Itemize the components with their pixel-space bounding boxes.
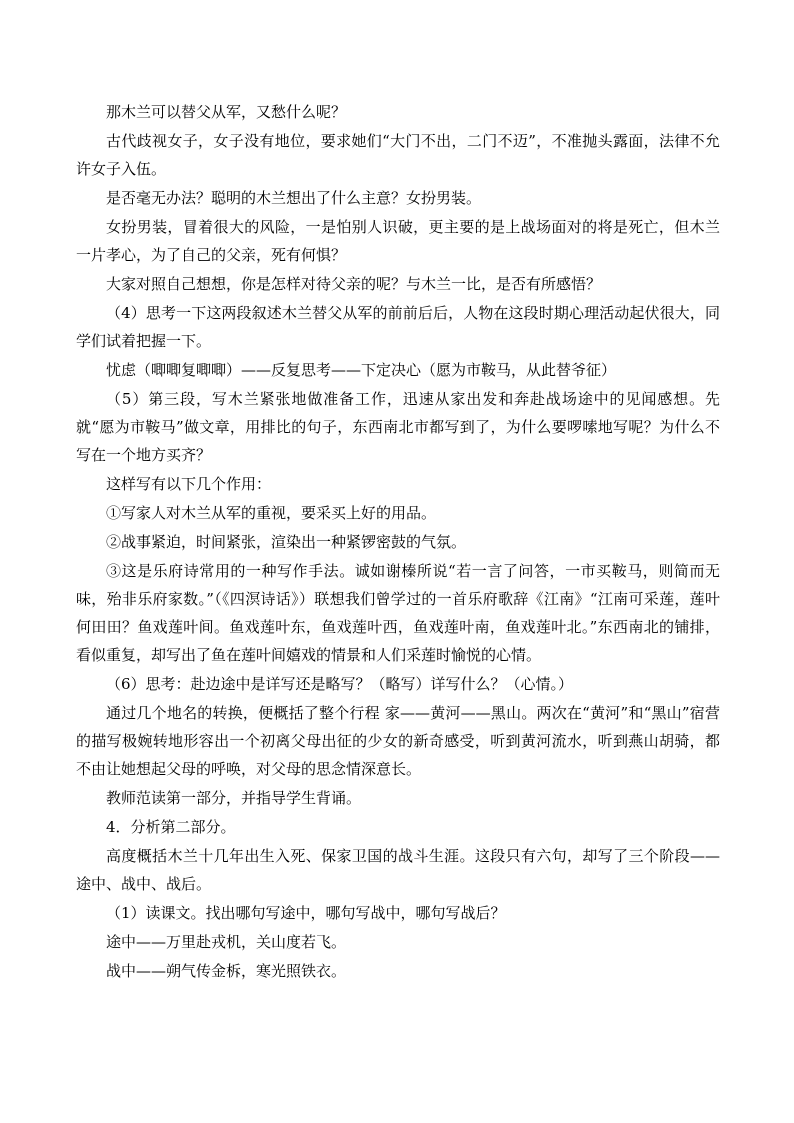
paragraph: ②战事紧迫，时间紧张，渲染出一种紧锣密鼓的气氛。 (106, 533, 467, 551)
paragraph: 大家对照自己想想，你是怎样对待父亲的呢？与木兰一比，是否有所感悟？ (106, 275, 602, 293)
paragraph: ③这是乐府诗常用的一种写作手法。诚如谢榛所说“若一言了问答，一市买鞍马，则简而无味，殆非乐府家数。”（《四溟诗话》）联想我们曾学过的一首乐府歌辞《江南》“江南可采莲，莲叶何田田？鱼戏莲叶间。鱼戏莲叶东，鱼戏莲叶西，鱼戏莲叶南，鱼戏莲叶北。”东西南北的铺排，看似重复，却写出了鱼在莲叶间嬉戏的情景和人们采莲时愉悦的心情。 (76, 562, 720, 664)
paragraph: 那木兰可以替父从军，又愁什么呢？ (106, 103, 347, 121)
paragraph: 途中——万里赴戎机，关山度若飞。 (106, 933, 347, 951)
paragraph: （1）读课文。找出哪句写途中，哪句写战中，哪句写战后？ (106, 904, 506, 922)
paragraph: 通过几个地名的转换，便概括了整个行程 家——黄河——黑山。两次在“黄河”和“黑山”宿营的描写极婉转地形容出一个初离父母出征的少女的新奇感受，听到黄河流水，听到燕山胡骑，都不由让她想起父母的呼唤，对父母的思念情深意长。 (76, 704, 720, 778)
paragraph: 教师范读第一部分，并指导学生背诵。 (106, 789, 362, 807)
paragraph: 女扮男装，冒着很大的风险，一是怕别人识破，更主要的是上战场面对的将是死亡，但木兰一片孝心，为了自己的父亲，死有何惧？ (76, 218, 720, 264)
paragraph: （6）思考：赴边途中是详写还是略写？（略写）详写什么？（心情。） (106, 675, 574, 693)
paragraph: ①写家人对木兰从军的重视，要采买上好的用品。 (106, 504, 437, 522)
paragraph: 忧虑（唧唧复唧唧）——反复思考——下定决心（愿为市鞍马，从此替爷征） (106, 361, 617, 379)
paragraph: （5）第三段，写木兰紧张地做准备工作，迅速从家出发和奔赴战场途中的见闻感想。先就“愿为市鞍马”做文章，用排比的句子，东西南北市都写到了，为什么要啰嗦地写呢？为什么不写在一个地方买齐？ (76, 390, 720, 464)
paragraph: 4．分析第二部分。 (106, 818, 236, 836)
paragraph: 战中——朔气传金柝，寒光照铁衣。 (106, 962, 347, 980)
paragraph: （4）思考一下这两段叙述木兰替父从军的前前后后，人物在这段时期心理活动起伏很大，同学们试着把握一下。 (76, 304, 720, 350)
paragraph: 高度概括木兰十几年出生入死、保家卫国的战斗生涯。这段只有六句，却写了三个阶段——途中、战中、战后。 (76, 847, 720, 893)
paragraph: 是否毫无办法？聪明的木兰想出了什么主意？女扮男装。 (106, 189, 482, 207)
paragraph: 这样写有以下几个作用： (106, 475, 272, 493)
paragraph: 古代歧视女子，女子没有地位，要求她们“大门不出，二门不迈”，不准抛头露面，法律不允许女子入伍。 (76, 132, 720, 178)
document-body (76, 98, 720, 986)
